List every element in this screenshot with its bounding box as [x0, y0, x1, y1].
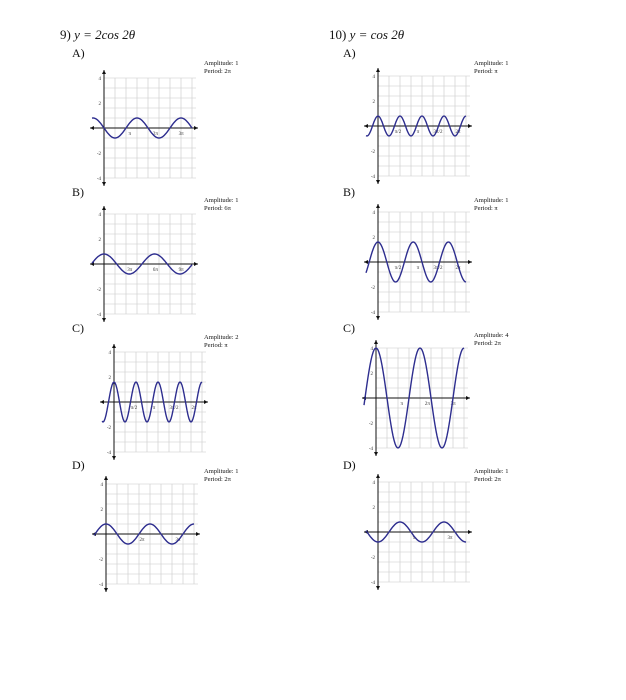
x-axis-arrow	[204, 400, 208, 404]
y-tick-label: -4	[98, 583, 103, 588]
problem-equation: y = 2cos 2θ	[74, 27, 136, 42]
x-tick-label: 9π	[178, 268, 184, 273]
y-tick-label: -4	[96, 177, 101, 182]
y-tick-label: -2	[98, 558, 103, 563]
y-tick-label: 4	[100, 483, 103, 488]
x-axis-arrow	[90, 126, 94, 130]
x-tick-label: 2π	[191, 406, 197, 411]
graph-svg	[362, 66, 474, 186]
y-tick-label: 4	[372, 75, 375, 80]
amplitude-text: Amplitude: 1	[204, 468, 239, 475]
amplitude-text: Amplitude: 1	[204, 60, 239, 67]
y-tick-label: 4	[372, 481, 375, 486]
y-tick-label: 4	[98, 77, 101, 82]
amplitude-text: Amplitude: 2	[204, 334, 239, 341]
x-axis-arrow	[466, 396, 470, 400]
graph-svg	[360, 338, 472, 458]
choice-10c-label[interactable]: C)	[343, 321, 355, 335]
graph-10b	[362, 202, 474, 322]
period-text: Period: 2π	[474, 340, 501, 347]
x-tick-label: 3π/2	[169, 406, 179, 411]
x-tick-label: 3π	[175, 538, 181, 543]
graph-svg	[88, 204, 200, 324]
x-tick-label: 3π	[127, 268, 133, 273]
choice-10a-label[interactable]: A)	[343, 46, 356, 60]
y-tick-label: 4	[98, 213, 101, 218]
amplitude-text: Amplitude: 1	[204, 197, 239, 204]
choice-9b-info	[204, 197, 238, 213]
y-tick-label: -2	[370, 556, 375, 561]
graph-svg	[98, 342, 210, 462]
x-tick-label: 2π	[455, 130, 461, 135]
graph-9c	[98, 342, 210, 462]
problem-number: 10)	[329, 27, 347, 42]
y-tick-label: -2	[106, 426, 111, 431]
graph-10c	[360, 338, 472, 458]
x-axis-arrow	[364, 260, 368, 264]
amplitude-text: Amplitude: 1	[474, 197, 509, 204]
y-axis-arrow	[102, 182, 106, 186]
x-tick-label: π	[412, 536, 416, 541]
graph-10d	[362, 472, 474, 592]
y-axis-arrow	[112, 344, 116, 348]
period-text: Period: π	[474, 205, 498, 212]
y-tick-label: 2	[108, 376, 111, 381]
x-axis-arrow	[468, 260, 472, 264]
amplitude-text: Amplitude: 4	[474, 332, 509, 339]
y-tick-label: -4	[370, 175, 375, 180]
x-tick-label: π	[128, 132, 131, 137]
y-tick-label: 2	[372, 506, 375, 511]
y-tick-label: -4	[370, 311, 375, 316]
y-axis-arrow	[104, 588, 108, 592]
y-axis-arrow	[376, 316, 380, 320]
y-tick-label: -4	[370, 581, 375, 586]
x-axis-arrow	[100, 400, 104, 404]
graph-9b	[88, 204, 200, 324]
y-axis-arrow	[102, 318, 106, 322]
choice-9a-label[interactable]: A)	[72, 46, 85, 60]
y-tick-label: 2	[98, 102, 101, 107]
amplitude-text: Amplitude: 1	[474, 60, 509, 67]
y-tick-label: 2	[372, 236, 375, 241]
choice-9c-label[interactable]: C)	[72, 321, 84, 335]
x-tick-label: 2π	[139, 538, 145, 543]
y-axis-arrow	[376, 586, 380, 590]
x-tick-label: 3π	[447, 536, 453, 541]
y-tick-label: 2	[100, 508, 103, 513]
y-axis-arrow	[102, 70, 106, 74]
choice-10b-info	[474, 197, 508, 213]
graph-9a	[88, 68, 200, 188]
choice-9a-info	[204, 60, 238, 76]
y-axis-arrow	[376, 474, 380, 478]
x-axis-arrow	[194, 126, 198, 130]
y-axis-arrow	[376, 180, 380, 184]
y-tick-label: 4	[370, 347, 373, 352]
x-tick-label: 6π	[152, 268, 158, 273]
x-tick-label: π	[416, 266, 420, 271]
x-axis-arrow	[468, 530, 472, 534]
x-tick-label: 3π/2	[433, 130, 443, 135]
period-text: Period: 2π	[204, 68, 231, 75]
period-text: Period: π	[204, 342, 228, 349]
x-axis-arrow	[196, 532, 200, 536]
y-tick-label: -4	[96, 313, 101, 318]
y-tick-label: 2	[98, 238, 101, 243]
x-axis-arrow	[194, 262, 198, 266]
y-axis-arrow	[376, 204, 380, 208]
y-axis-arrow	[374, 340, 378, 344]
period-text: Period: π	[474, 68, 498, 75]
y-tick-label: -4	[106, 451, 111, 456]
period-text: Period: 2π	[474, 476, 501, 483]
y-axis-arrow	[104, 476, 108, 480]
x-tick-label: π	[400, 402, 403, 407]
y-tick-label: -2	[96, 152, 101, 157]
y-tick-label: -2	[368, 422, 373, 427]
choice-10c-info	[474, 332, 508, 348]
graph-svg	[88, 68, 200, 188]
amplitude-text: Amplitude: 1	[474, 468, 509, 475]
y-tick-label: -4	[368, 447, 373, 452]
y-tick-label: 2	[372, 100, 375, 105]
problem-9-title	[60, 27, 135, 43]
graph-svg	[362, 472, 474, 592]
period-text: Period: 6π	[204, 205, 231, 212]
y-tick-label: 4	[372, 211, 375, 216]
y-tick-label: 4	[108, 351, 111, 356]
x-tick-label: π/2	[394, 130, 402, 135]
y-axis-arrow	[112, 456, 116, 460]
graph-9d	[90, 474, 202, 594]
choice-9b-label[interactable]: B)	[72, 185, 84, 199]
y-tick-label: -2	[370, 150, 375, 155]
graph-svg	[90, 474, 202, 594]
choice-9d-info	[204, 468, 238, 484]
choice-10d-label[interactable]: D)	[343, 458, 356, 472]
choice-10d-info	[474, 468, 508, 484]
problem-equation: y = cos 2θ	[349, 27, 405, 42]
x-tick-label: π/2	[394, 266, 402, 271]
y-tick-label: -2	[370, 286, 375, 291]
y-axis-arrow	[374, 452, 378, 456]
x-axis-arrow	[364, 124, 368, 128]
problem-10-title	[329, 27, 404, 43]
graph-10a	[362, 66, 474, 186]
x-tick-label: 2π	[152, 132, 158, 137]
y-tick-label: -2	[96, 288, 101, 293]
x-tick-label: π/2	[130, 406, 138, 411]
y-axis-arrow	[376, 68, 380, 72]
period-text: Period: 2π	[204, 476, 231, 483]
y-tick-label: 2	[370, 372, 373, 377]
x-tick-label: π	[416, 130, 420, 135]
problem-number: 9)	[60, 27, 71, 42]
y-axis-arrow	[102, 206, 106, 210]
graph-svg	[362, 202, 474, 322]
x-tick-label: 3π	[450, 402, 456, 407]
x-tick-label: 2π	[424, 402, 430, 407]
x-tick-label: 2π	[455, 266, 461, 271]
choice-9d-label[interactable]: D)	[72, 458, 85, 472]
x-tick-label: 3π/2	[433, 266, 443, 271]
choice-10a-info	[474, 60, 508, 76]
x-tick-label: π	[152, 406, 156, 411]
x-tick-label: 3π	[178, 132, 184, 137]
choice-10b-label[interactable]: B)	[343, 185, 355, 199]
x-axis-arrow	[468, 124, 472, 128]
